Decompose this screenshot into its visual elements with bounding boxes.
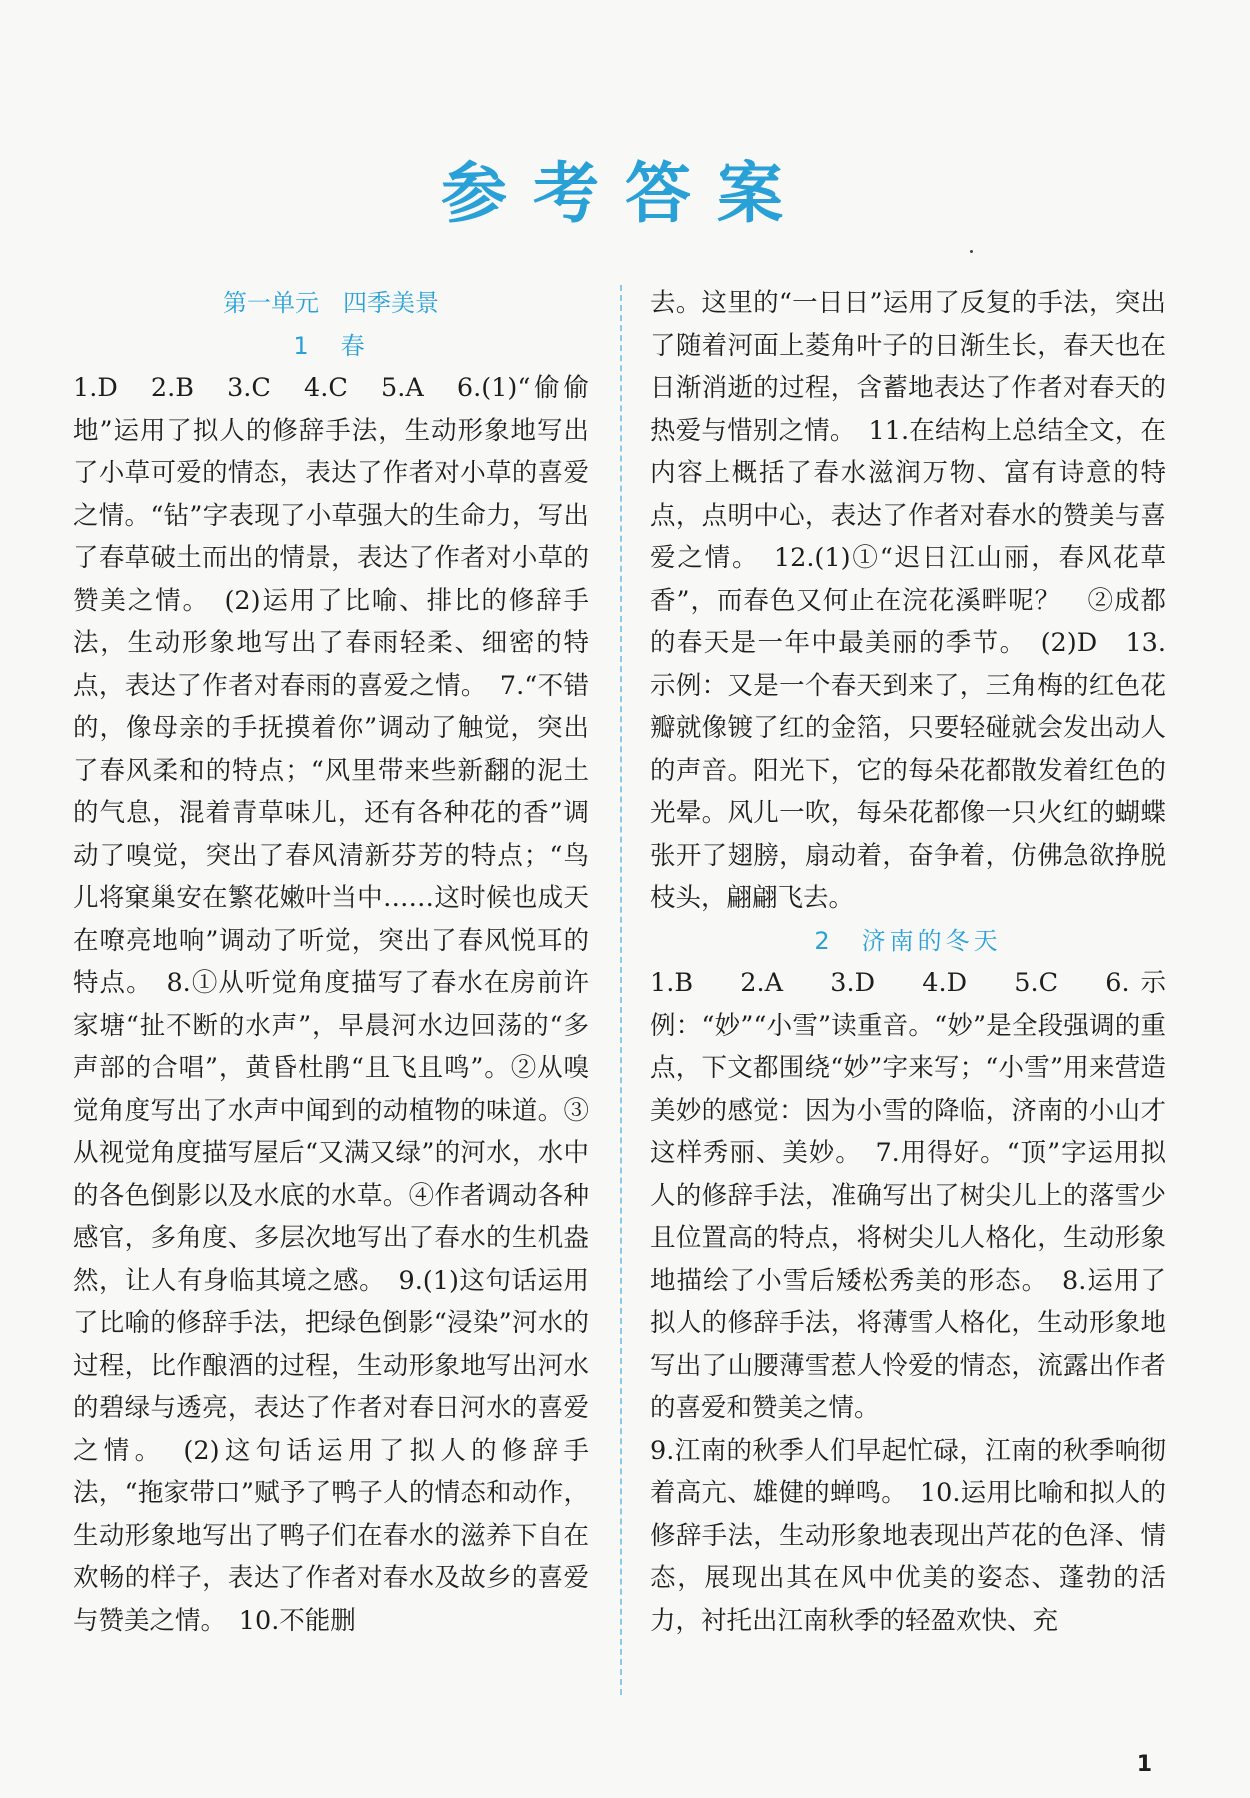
answer-text-lesson-2: 1.B 2.A 3.D 4.D 5.C 6.示例：“妙”“小雪”读重音。“妙”是全段强调的重点，下文都围绕“妙”字来写；“小雪”用来营造美妙的感觉：因为小雪的降临，济南的小山才这样秀丽、美妙。 7.用得好。“顶”字运用拟人的修辞手法，准确写出了树尖儿上的落雪少且位置高的特点，将树尖儿人格化，生动形象地描绘了小雪后矮松秀美的形态。 8.运用了拟人的修辞手法，将薄雪人格化，生动形象地写出了山腰薄雪惹人怜爱的情态，流露出作者的喜爱和赞美之情。 [650, 968, 1166, 1423]
lesson-heading-2: 2 济南的冬天 [814, 926, 1002, 955]
page-number: 1 [1136, 1752, 1152, 1777]
column-divider [620, 285, 622, 1695]
right-column [650, 282, 1166, 1642]
answer-text-lesson-1-cont: 去。这里的“一日日”运用了反复的手法，突出了随着河面上菱角叶子的日渐生长，春天也在日渐消逝的过程，含蓄地表达了作者对春天的热爱与惜别之情。 11.在结构上总结全文，在内容上概括了春水滋润万物、富有诗意的特点，点明中心，表达了作者对春水的赞美与喜爱之情。 12.(1)①“迟日江山丽，春风花草香”，而春色又何止在浣花溪畔呢？ ②成都的春天是一年中最美丽的季节。 (2)D 13.示例：又是一个春天到来了，三角梅的红色花瓣就像镀了红的金箔，只要轻碰就会发出动人的声音。阳光下，它的每朵花都散发着红色的光晕。风儿一吹，每朵花都像一只火红的蝴蝶张开了翅膀，扇动着，奋争着，仿佛急欲挣脱枝头，翩翩飞去。 [650, 288, 1166, 913]
lesson-heading-1: 1 春 [293, 331, 369, 360]
page-title: 参考答案 [441, 155, 809, 232]
answer-text-lesson-1: 1.D 2.B 3.C 4.C 5.A 6.(1)“偷偷地”运用了拟人的修辞手法，生动形象地写出了小草可爱的情态，表达了作者对小草的喜爱之情。“钻”字表现了小草强大的生命力，写出了春草破土而出的情景，表达了作者对小草的赞美之情。 (2)运用了比喻、排比的修辞手法，生动形象地写出了春雨轻柔、细密的特点，表达了作者对春雨的喜爱之情。 7.“不错的，像母亲的手抚摸着你”调动了触觉，突出了春风柔和的特点；“风里带来些新翻的泥土的气息，混着青草味儿，还有各种花的香”调动了嗅觉，突出了春风清新芬芳的特点；“鸟儿将窠巢安在繁花嫩叶当中……这时候也成天在嘹亮地响”调动了听觉，突出了春风悦耳的特点。 8.①从听觉角度描写了春水在房前许家塘“扯不断的水声”，早晨河水边回荡的“多声部的合唱”，黄昏杜鹃“且飞且鸣”。②从嗅觉角度写出了水声中闻到的动植物的味道。③从视觉角度描写屋后“又满又绿”的河水，水中的各色倒影以及水底的水草。④作者调动各种感官，多角度、多层次地写出了春水的生机盎然，让人有身临其境之感。 9.(1)这句话运用了比喻的修辞手法，把绿色倒影“浸染”河水的过程，比作酿酒的过程，生动形象地写出河水的碧绿与透亮，表达了作者对春日河水的喜爱之情。 (2)这句话运用了拟人的修辞手法，“拖家带口”赋予了鸭子人的情态和动作，生动形象地写出了鸭子们在春水的滋养下自在欢畅的样子，表达了作者对春水及故乡的喜爱与赞美之情。 10.不能删 [73, 373, 589, 1636]
left-column [73, 282, 589, 1642]
speck [970, 250, 973, 253]
answer-text-lesson-2-extra: 9.江南的秋季人们早起忙碌，江南的秋季响彻着高亢、雄健的蝉鸣。 10.运用比喻和拟人的修辞手法，生动形象地表现出芦花的色泽、情态，展现出其在风中优美的姿态、蓬勃的活力，衬托出江南秋季的轻盈欢快、充 [650, 1435, 1166, 1636]
unit-heading: 第一单元 四季美景 [223, 289, 439, 317]
